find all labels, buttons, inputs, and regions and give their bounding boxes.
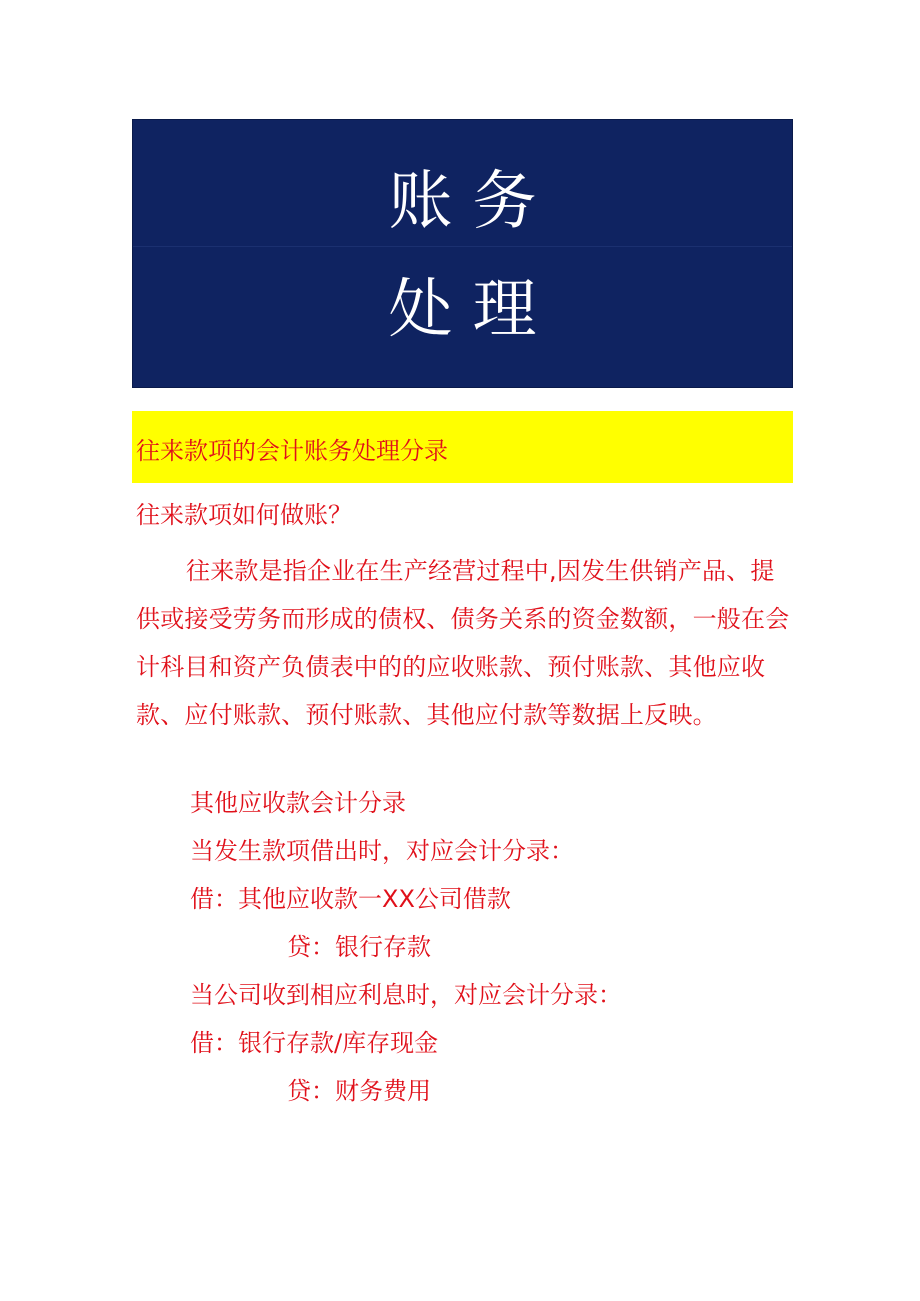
entry-debit-interest: 借：银行存款/库存现金 xyxy=(190,1029,439,1057)
banner-title-line1: 账务 xyxy=(388,165,557,239)
entry-case-lend: 当发生款项借出时，对应会计分录： xyxy=(190,837,574,865)
entry-credit-lend: 贷：银行存款 xyxy=(287,933,431,961)
banner-title-line2: 处理 xyxy=(388,273,557,347)
banner-divider xyxy=(133,246,792,247)
intro-paragraph: 往来款是指企业在生产经营过程中,因发生供销产品、提供或接受劳务而形成的债权、债务关系的资金数额，一般在会计科目和资产负债表中的的应收账款、预付账款、其他应收款、应付账款、预付账款、其他应付款等数据上反映。 xyxy=(136,557,790,729)
section-title: 往来款项的会计账务处理分录 xyxy=(136,437,448,465)
entry-credit-interest: 贷：财务费用 xyxy=(287,1077,431,1105)
entries-heading: 其他应收款会计分录 xyxy=(190,789,406,817)
entry-debit-lend: 借：其他应收款一XX公司借款 xyxy=(190,885,511,913)
title-banner xyxy=(132,119,793,388)
section-title-highlight xyxy=(132,411,793,483)
entry-case-interest: 当公司收到相应利息时，对应会计分录： xyxy=(190,981,622,1009)
question-heading: 往来款项如何做账？ xyxy=(136,501,352,529)
